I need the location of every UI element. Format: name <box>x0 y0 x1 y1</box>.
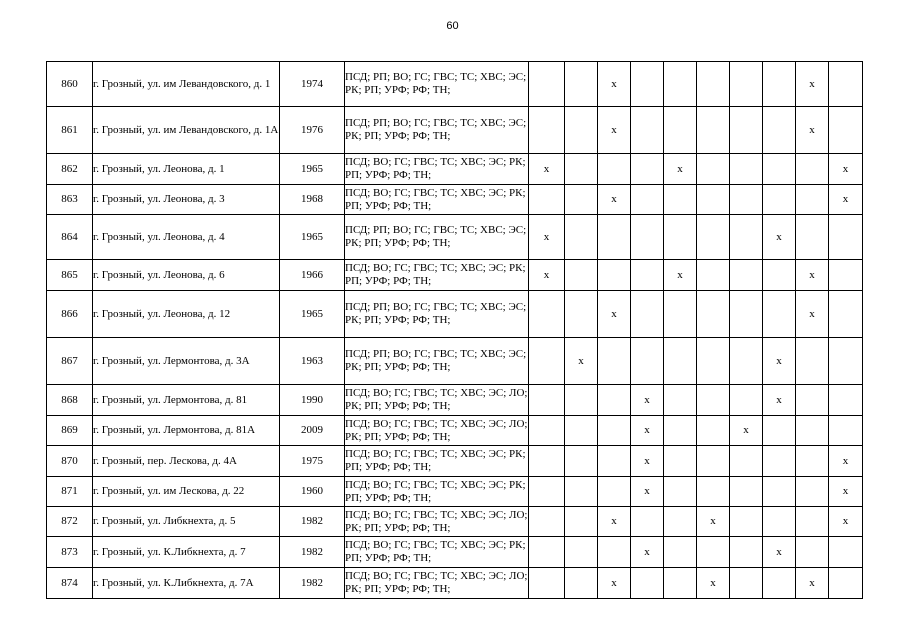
mark-cell: x <box>763 338 796 385</box>
mark-cell <box>763 291 796 338</box>
systems-cell: ПСД; РП; ВО; ГС; ГВС; ТС; ХВС; ЭС; РК; РП; УРФ; РФ; ТН; <box>345 107 529 154</box>
mark-cell <box>796 385 829 416</box>
table-row <box>47 537 863 568</box>
mark-cell <box>730 385 763 416</box>
mark-cell <box>529 477 565 507</box>
mark-cell <box>730 62 763 107</box>
year-cell: 1976 <box>280 107 345 154</box>
mark-cell <box>829 338 863 385</box>
mark-cell: x <box>631 477 664 507</box>
mark-cell <box>598 154 631 185</box>
mark-cell: x <box>763 215 796 260</box>
mark-cell: x <box>529 260 565 291</box>
mark-cell <box>598 215 631 260</box>
year-cell: 1966 <box>280 260 345 291</box>
mark-cell <box>796 507 829 537</box>
mark-cell <box>565 185 598 215</box>
mark-cell: x <box>763 537 796 568</box>
table-row <box>47 154 863 185</box>
mark-cell <box>631 185 664 215</box>
systems-cell: ПСД; РП; ВО; ГС; ГВС; ТС; ХВС; ЭС; РК; РП; УРФ; РФ; ТН; <box>345 338 529 385</box>
mark-cell <box>730 477 763 507</box>
mark-cell: x <box>829 477 863 507</box>
mark-cell <box>697 107 730 154</box>
mark-cell <box>598 537 631 568</box>
mark-cell <box>697 291 730 338</box>
mark-cell <box>664 185 697 215</box>
mark-cell: x <box>763 385 796 416</box>
row-number-cell: 872 <box>47 507 93 537</box>
table-row <box>47 215 863 260</box>
mark-cell <box>529 385 565 416</box>
mark-cell <box>829 291 863 338</box>
row-number-cell: 869 <box>47 416 93 446</box>
mark-cell: x <box>664 260 697 291</box>
row-number-cell: 867 <box>47 338 93 385</box>
mark-cell: x <box>598 291 631 338</box>
mark-cell: x <box>697 507 730 537</box>
mark-cell <box>664 291 697 338</box>
mark-cell: x <box>796 291 829 338</box>
mark-cell <box>796 338 829 385</box>
mark-cell <box>730 338 763 385</box>
row-number-cell: 866 <box>47 291 93 338</box>
year-cell: 1965 <box>280 154 345 185</box>
year-cell: 1960 <box>280 477 345 507</box>
mark-cell <box>697 215 730 260</box>
mark-cell <box>697 338 730 385</box>
table-row <box>47 62 863 107</box>
mark-cell <box>829 385 863 416</box>
year-cell: 1975 <box>280 446 345 477</box>
table-row <box>47 507 863 537</box>
mark-cell <box>664 107 697 154</box>
mark-cell <box>763 446 796 477</box>
row-number-cell: 864 <box>47 215 93 260</box>
mark-cell <box>730 446 763 477</box>
mark-cell: x <box>598 107 631 154</box>
mark-cell <box>730 291 763 338</box>
mark-cell <box>529 537 565 568</box>
row-number-cell: 861 <box>47 107 93 154</box>
address-cell: г. Грозный, ул. К.Либкнехта, д. 7А <box>93 568 280 599</box>
row-number-cell: 863 <box>47 185 93 215</box>
table-row <box>47 260 863 291</box>
mark-cell <box>730 260 763 291</box>
year-cell: 1990 <box>280 385 345 416</box>
mark-cell <box>565 215 598 260</box>
mark-cell <box>829 416 863 446</box>
mark-cell: x <box>598 507 631 537</box>
year-cell: 1982 <box>280 568 345 599</box>
row-number-cell: 860 <box>47 62 93 107</box>
mark-cell: x <box>598 568 631 599</box>
mark-cell <box>763 185 796 215</box>
address-cell: г. Грозный, ул. К.Либкнехта, д. 7 <box>93 537 280 568</box>
mark-cell <box>529 568 565 599</box>
building-registry-table <box>46 61 863 599</box>
mark-cell: x <box>529 215 565 260</box>
mark-cell <box>631 107 664 154</box>
table-row <box>47 107 863 154</box>
mark-cell <box>697 537 730 568</box>
year-cell: 1982 <box>280 537 345 568</box>
mark-cell <box>664 537 697 568</box>
mark-cell <box>730 107 763 154</box>
mark-cell <box>631 568 664 599</box>
mark-cell <box>631 291 664 338</box>
table-row <box>47 291 863 338</box>
systems-cell: ПСД; РП; ВО; ГС; ГВС; ТС; ХВС; ЭС; РК; РП; УРФ; РФ; ТН; <box>345 291 529 338</box>
systems-cell: ПСД; РП; ВО; ГС; ГВС; ТС; ХВС; ЭС; РК; РП; УРФ; РФ; ТН; <box>345 62 529 107</box>
table-row <box>47 568 863 599</box>
mark-cell <box>565 107 598 154</box>
mark-cell <box>763 62 796 107</box>
table-row <box>47 416 863 446</box>
mark-cell <box>529 446 565 477</box>
mark-cell: x <box>664 154 697 185</box>
mark-cell <box>529 107 565 154</box>
year-cell: 1965 <box>280 215 345 260</box>
page-number: 60 <box>446 20 459 32</box>
mark-cell <box>796 416 829 446</box>
mark-cell <box>664 62 697 107</box>
systems-cell: ПСД; ВО; ГС; ГВС; ТС; ХВС; ЭС; ЛО; РК; РП; УРФ; РФ; ТН; <box>345 507 529 537</box>
systems-cell: ПСД; ВО; ГС; ГВС; ТС; ХВС; ЭС; РК; РП; УРФ; РФ; ТН; <box>345 185 529 215</box>
mark-cell <box>763 477 796 507</box>
mark-cell: x <box>631 537 664 568</box>
mark-cell: x <box>598 185 631 215</box>
mark-cell <box>631 507 664 537</box>
mark-cell <box>598 446 631 477</box>
row-number-cell: 862 <box>47 154 93 185</box>
mark-cell <box>730 568 763 599</box>
mark-cell <box>829 568 863 599</box>
systems-cell: ПСД; ВО; ГС; ГВС; ТС; ХВС; ЭС; ЛО; РК; РП; УРФ; РФ; ТН; <box>345 568 529 599</box>
row-number-cell: 868 <box>47 385 93 416</box>
mark-cell <box>598 477 631 507</box>
table-row <box>47 338 863 385</box>
mark-cell <box>763 260 796 291</box>
mark-cell <box>763 107 796 154</box>
mark-cell: x <box>631 446 664 477</box>
mark-cell <box>631 338 664 385</box>
systems-cell: ПСД; ВО; ГС; ГВС; ТС; ХВС; ЭС; РК; РП; УРФ; РФ; ТН; <box>345 537 529 568</box>
address-cell: г. Грозный, ул. Лермонтова, д. 3А <box>93 338 280 385</box>
systems-cell: ПСД; ВО; ГС; ГВС; ТС; ХВС; ЭС; РК; РП; УРФ; РФ; ТН; <box>345 477 529 507</box>
mark-cell: x <box>829 154 863 185</box>
mark-cell <box>529 62 565 107</box>
mark-cell <box>697 477 730 507</box>
year-cell: 1982 <box>280 507 345 537</box>
address-cell: г. Грозный, ул. Леонова, д. 3 <box>93 185 280 215</box>
mark-cell: x <box>796 107 829 154</box>
mark-cell <box>697 185 730 215</box>
address-cell: г. Грозный, ул. Леонова, д. 4 <box>93 215 280 260</box>
systems-cell: ПСД; РП; ВО; ГС; ГВС; ТС; ХВС; ЭС; РК; РП; УРФ; РФ; ТН; <box>345 215 529 260</box>
mark-cell <box>829 537 863 568</box>
mark-cell <box>565 62 598 107</box>
mark-cell <box>565 446 598 477</box>
mark-cell <box>763 507 796 537</box>
mark-cell <box>664 338 697 385</box>
systems-cell: ПСД; ВО; ГС; ГВС; ТС; ХВС; ЭС; РК; РП; УРФ; РФ; ТН; <box>345 154 529 185</box>
systems-cell: ПСД; ВО; ГС; ГВС; ТС; ХВС; ЭС; РК; РП; УРФ; РФ; ТН; <box>345 446 529 477</box>
mark-cell <box>565 477 598 507</box>
mark-cell <box>697 260 730 291</box>
mark-cell: x <box>829 446 863 477</box>
address-cell: г. Грозный, ул. Лермонтова, д. 81 <box>93 385 280 416</box>
mark-cell <box>565 385 598 416</box>
mark-cell: x <box>796 568 829 599</box>
address-cell: г. Грозный, ул. Либкнехта, д. 5 <box>93 507 280 537</box>
mark-cell <box>664 416 697 446</box>
row-number-cell: 870 <box>47 446 93 477</box>
mark-cell <box>631 260 664 291</box>
mark-cell <box>697 154 730 185</box>
mark-cell <box>598 260 631 291</box>
mark-cell <box>730 154 763 185</box>
mark-cell <box>763 154 796 185</box>
mark-cell <box>697 62 730 107</box>
table-row <box>47 446 863 477</box>
address-cell: г. Грозный, ул. Лермонтова, д. 81А <box>93 416 280 446</box>
mark-cell <box>631 62 664 107</box>
mark-cell <box>796 446 829 477</box>
year-cell: 2009 <box>280 416 345 446</box>
mark-cell <box>529 507 565 537</box>
table-row <box>47 477 863 507</box>
systems-cell: ПСД; ВО; ГС; ГВС; ТС; ХВС; ЭС; ЛО; РК; РП; УРФ; РФ; ТН; <box>345 416 529 446</box>
address-cell: г. Грозный, ул. Леонова, д. 6 <box>93 260 280 291</box>
mark-cell <box>664 568 697 599</box>
address-cell: г. Грозный, ул. им Левандовского, д. 1 <box>93 62 280 107</box>
address-cell: г. Грозный, пер. Лескова, д. 4А <box>93 446 280 477</box>
mark-cell <box>664 446 697 477</box>
mark-cell <box>697 416 730 446</box>
mark-cell <box>631 154 664 185</box>
mark-cell <box>565 416 598 446</box>
mark-cell <box>730 185 763 215</box>
mark-cell <box>631 215 664 260</box>
mark-cell: x <box>697 568 730 599</box>
mark-cell <box>529 338 565 385</box>
mark-cell <box>796 477 829 507</box>
mark-cell <box>664 477 697 507</box>
mark-cell <box>730 215 763 260</box>
mark-cell <box>796 537 829 568</box>
mark-cell <box>664 215 697 260</box>
mark-cell: x <box>631 416 664 446</box>
address-cell: г. Грозный, ул. им Лескова, д. 22 <box>93 477 280 507</box>
mark-cell <box>829 62 863 107</box>
mark-cell <box>697 385 730 416</box>
mark-cell <box>730 507 763 537</box>
mark-cell: x <box>829 185 863 215</box>
address-cell: г. Грозный, ул. им Левандовского, д. 1А <box>93 107 280 154</box>
mark-cell <box>664 507 697 537</box>
mark-cell <box>565 260 598 291</box>
mark-cell <box>829 215 863 260</box>
year-cell: 1963 <box>280 338 345 385</box>
mark-cell <box>565 154 598 185</box>
mark-cell <box>565 568 598 599</box>
mark-cell: x <box>565 338 598 385</box>
mark-cell <box>829 260 863 291</box>
year-cell: 1968 <box>280 185 345 215</box>
systems-cell: ПСД; ВО; ГС; ГВС; ТС; ХВС; ЭС; РК; РП; УРФ; РФ; ТН; <box>345 260 529 291</box>
year-cell: 1965 <box>280 291 345 338</box>
mark-cell <box>529 185 565 215</box>
row-number-cell: 874 <box>47 568 93 599</box>
systems-cell: ПСД; ВО; ГС; ГВС; ТС; ХВС; ЭС; ЛО; РК; РП; УРФ; РФ; ТН; <box>345 385 529 416</box>
mark-cell <box>529 416 565 446</box>
mark-cell <box>598 385 631 416</box>
mark-cell <box>664 385 697 416</box>
mark-cell <box>763 568 796 599</box>
mark-cell <box>697 446 730 477</box>
mark-cell <box>565 291 598 338</box>
row-number-cell: 865 <box>47 260 93 291</box>
row-number-cell: 871 <box>47 477 93 507</box>
mark-cell <box>565 507 598 537</box>
mark-cell <box>565 537 598 568</box>
mark-cell: x <box>796 62 829 107</box>
mark-cell <box>796 185 829 215</box>
mark-cell: x <box>730 416 763 446</box>
mark-cell: x <box>529 154 565 185</box>
mark-cell <box>796 215 829 260</box>
mark-cell <box>763 416 796 446</box>
address-cell: г. Грозный, ул. Леонова, д. 1 <box>93 154 280 185</box>
mark-cell <box>529 291 565 338</box>
year-cell: 1974 <box>280 62 345 107</box>
mark-cell: x <box>796 260 829 291</box>
mark-cell <box>598 338 631 385</box>
address-cell: г. Грозный, ул. Леонова, д. 12 <box>93 291 280 338</box>
mark-cell <box>730 537 763 568</box>
table-row <box>47 385 863 416</box>
mark-cell <box>829 107 863 154</box>
mark-cell: x <box>631 385 664 416</box>
table-row <box>47 185 863 215</box>
mark-cell <box>598 416 631 446</box>
row-number-cell: 873 <box>47 537 93 568</box>
mark-cell <box>796 154 829 185</box>
mark-cell: x <box>598 62 631 107</box>
mark-cell: x <box>829 507 863 537</box>
